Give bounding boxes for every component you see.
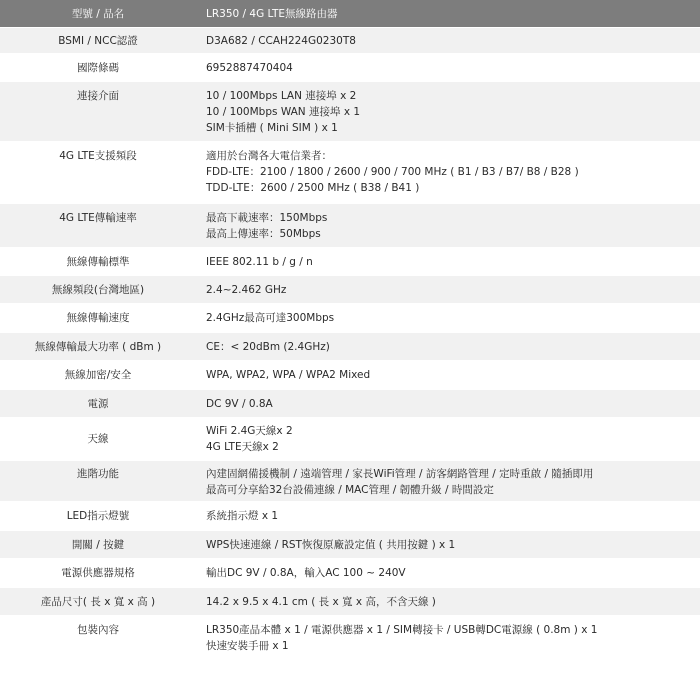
spec-value-line: 快速安裝手冊 x 1 xyxy=(206,640,289,652)
spec-value xyxy=(196,367,700,389)
spec-value-line: D3A682 / CCAH224G0230T8 xyxy=(206,35,356,47)
spec-row xyxy=(0,28,700,54)
spec-row xyxy=(0,361,700,390)
spec-value xyxy=(196,423,700,460)
spec-value xyxy=(196,60,700,81)
spec-value xyxy=(196,396,700,417)
spec-row xyxy=(0,502,700,531)
spec-label: 無線頻段(台灣地區) xyxy=(51,284,145,296)
spec-value-line: 系統指示燈 x 1 xyxy=(206,510,279,522)
spec-value-line: 14.2 x 9.5 x 4.1 cm ( 長 x 寬 x 高，不含天線 ) xyxy=(206,596,436,608)
spec-value-line: CE：< 20dBm (2.4GHz) xyxy=(206,341,330,353)
spec-value-line: WPS快速連線 / RST恢復原廠設定值 ( 共用按鍵 ) x 1 xyxy=(206,539,456,551)
spec-label: 電源 xyxy=(87,398,109,410)
spec-label: 型號 / 品名 xyxy=(71,8,125,20)
spec-row xyxy=(0,304,700,333)
spec-label: 連接介面 xyxy=(77,90,119,102)
spec-header-row xyxy=(0,0,700,28)
spec-value-line: 2.4GHz最高可達300Mbps xyxy=(206,312,335,324)
spec-value-line: FDD-LTE：2100 / 1800 / 2600 / 900 / 700 MHz ( B1 / B3 / B7/ B8 / B28 ) xyxy=(206,166,579,178)
spec-value xyxy=(196,33,700,53)
spec-label: 電源供應器規格 xyxy=(61,567,135,579)
spec-label: 開關 / 按鍵 xyxy=(71,539,125,551)
spec-label: 無線傳輸速度 xyxy=(66,312,130,324)
spec-row xyxy=(0,390,700,418)
spec-label: BSMI / NCC認證 xyxy=(58,35,138,47)
spec-label: 包裝內容 xyxy=(77,624,119,636)
spec-value-line: 適用於台灣各大電信業者： xyxy=(206,150,332,162)
spec-value-line: 最高上傳速率：50Mbps xyxy=(206,228,321,240)
spec-value-line: WPA, WPA2, WPA / WPA2 Mixed xyxy=(206,369,371,381)
spec-value-line: 4G LTE天線x 2 xyxy=(206,441,279,453)
spec-row xyxy=(0,54,700,82)
spec-value xyxy=(196,148,700,203)
spec-value-line: 10 / 100Mbps WAN 連接埠 x 1 xyxy=(206,106,361,118)
spec-row xyxy=(0,204,700,248)
spec-label: 4G LTE支援頻段 xyxy=(59,150,137,162)
spec-row xyxy=(0,276,700,304)
spec-row xyxy=(0,142,700,204)
spec-value xyxy=(196,310,700,332)
spec-row xyxy=(0,531,700,559)
spec-value-line: WiFi 2.4G天線x 2 xyxy=(206,425,293,437)
spec-row xyxy=(0,588,700,616)
spec-label: 天線 xyxy=(87,433,109,445)
spec-label: LED指示燈號 xyxy=(66,510,130,522)
spec-row xyxy=(0,418,700,461)
spec-value xyxy=(196,565,700,587)
spec-value-line: LR350 / 4G LTE無線路由器 xyxy=(206,8,338,20)
spec-value xyxy=(196,339,700,360)
spec-value-line: 2.4~2.462 GHz xyxy=(206,284,287,296)
spec-row xyxy=(0,461,700,502)
spec-value-line: 最高可分享給32台設備連線 / MAC管理 / 韌體升級 / 時間設定 xyxy=(206,484,494,496)
spec-value xyxy=(196,537,700,558)
spec-value xyxy=(196,210,700,247)
spec-value xyxy=(196,282,700,303)
spec-value-line: 10 / 100Mbps LAN 連接埠 x 2 xyxy=(206,90,357,102)
spec-value xyxy=(196,508,700,530)
spec-value xyxy=(196,254,700,275)
spec-row xyxy=(0,248,700,276)
spec-row xyxy=(0,616,700,664)
spec-label: 無線傳輸標準 xyxy=(66,256,130,268)
spec-value-line: DC 9V / 0.8A xyxy=(206,398,273,410)
spec-label: 國際條碼 xyxy=(77,62,119,74)
spec-label: 無線傳輸最大功率 ( dBm ) xyxy=(34,341,162,353)
spec-label: 進階功能 xyxy=(77,468,119,480)
spec-value xyxy=(196,466,700,501)
spec-value-line: 6952887470404 xyxy=(206,62,293,74)
spec-value-line: LR350產品本體 x 1 / 電源供應器 x 1 / SIM轉接卡 / USB轉DC電源線 ( 0.8m ) x 1 xyxy=(206,624,598,636)
spec-value xyxy=(196,6,700,27)
spec-label: 4G LTE傳輸速率 xyxy=(59,212,137,224)
spec-value-line: IEEE 802.11 b / g / n xyxy=(206,256,313,268)
spec-label: 無線加密/安全 xyxy=(64,369,132,381)
spec-value-line: 最高下載速率：150Mbps xyxy=(206,212,328,224)
spec-label: 產品尺寸( 長 x 寬 x 高 ) xyxy=(40,596,156,608)
spec-value-line: TDD-LTE：2600 / 2500 MHz ( B38 / B41 ) xyxy=(206,182,420,194)
spec-row xyxy=(0,333,700,361)
spec-value xyxy=(196,622,700,663)
spec-row xyxy=(0,559,700,588)
spec-value-line: 內建固網備援機制 / 遠端管理 / 家長WiFi管理 / 訪客網路管理 / 定時重啟 / 隨插即用 xyxy=(206,468,594,480)
spec-row xyxy=(0,82,700,142)
spec-value xyxy=(196,594,700,615)
spec-value-line: 輸出DC 9V / 0.8A，輸入AC 100 ~ 240V xyxy=(206,567,406,579)
spec-value xyxy=(196,88,700,141)
spec-value-line: SIM卡插槽 ( Mini SIM ) x 1 xyxy=(206,122,338,134)
